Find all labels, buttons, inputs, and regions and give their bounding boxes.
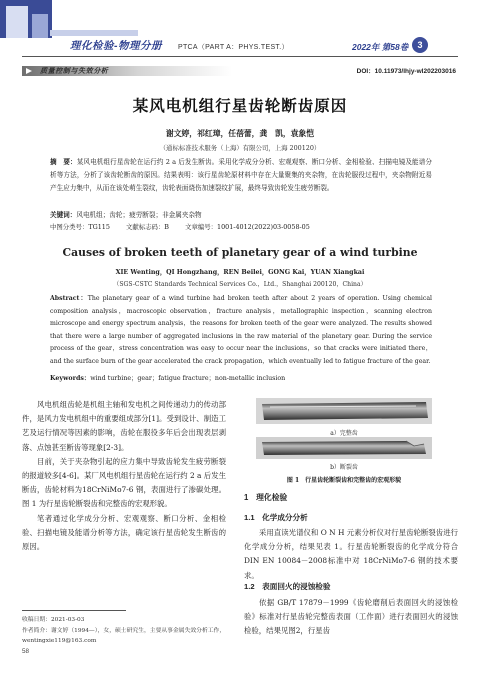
classification-row	[50, 222, 432, 231]
received-date: 收稿日期：2021-03-03	[22, 617, 85, 623]
issue-badge: 3	[412, 37, 428, 53]
abstract-cn	[50, 156, 432, 195]
figure-broken-tooth-image	[256, 437, 432, 459]
title-en: Causes of broken teeth of planetary gear of a wind turbine	[62, 246, 418, 259]
tempering-etch-text: 依据 GB/T 17879－1999《齿轮磨削后表面回火的浸蚀检验》标准对行星齿轮完整齿表面（工作面）进行表面回火的浸蚀检验，结果见图2，行星齿	[244, 598, 458, 636]
page-number: 58	[22, 648, 30, 655]
journal-running-head: PTCA（PART A：PHYS.TEST.）	[178, 44, 289, 51]
clc-number: 中图分类号：TG115	[50, 223, 110, 231]
affiliation-cn: （通标标准技术服务（上海）有限公司，上海 200120）	[159, 144, 321, 152]
header-divider	[22, 56, 458, 57]
figure-caption-b: b）断裂齿	[330, 464, 358, 471]
authors-en: XIE Wenting，QI Hongzhang，REN Beilei，GONG Kai，YUAN Xiangkai	[115, 269, 365, 276]
figure-1-caption: 图 1 行星齿轮断裂齿和完整齿的宏观形貌	[286, 477, 402, 484]
doi: DOI：10.11973/lhjy-wl202203016	[356, 68, 456, 75]
section-label: 质量控制与失效分析	[40, 68, 109, 75]
keywords-cn-text: 风电机组；齿轮；疲劳断裂；非金属夹杂物	[76, 211, 202, 219]
keywords-en-label: Keywords：	[50, 375, 91, 382]
figure-intact-tooth-image	[256, 398, 432, 424]
body-left-column	[22, 398, 226, 554]
chem-analysis-paragraph	[244, 526, 458, 583]
tempering-etch-paragraph	[244, 596, 458, 639]
keywords-en-text: wind turbine；gear；fatigue fracture；non-metallic inclusion	[90, 375, 286, 382]
keywords-en	[50, 373, 432, 382]
title-cn: 某风电机组行星齿轮断齿原因	[132, 98, 348, 115]
section-heading-1-2: 1.2 表面回火的浸蚀检验	[244, 582, 331, 591]
document-code: 文献标志码：B	[125, 223, 170, 231]
intro-paragraph-1: 风电机组齿轮是机组主轴和发电机之间传递动力的传动部件，是风力发电机组中的重要组成部分[1]。受到设计、制造工艺及运行情况等因素的影响，齿轮在服役多年后会出现表层剥落、点蚀甚至断齿等现象[2-3]。	[22, 400, 226, 452]
intro-paragraph-2: 目前，关于夹杂物引起的应力集中导致齿轮发生疲劳断裂的报道较多[4-6]。某厂风电机组行星齿轮在运行约 2 a 后发生断齿，齿轮材料为18CrNiMo7-6 钢，表面进行了渗碳处理。图 1 为行星齿轮断裂齿和完整齿的宏观形貌。	[22, 456, 226, 509]
keywords-cn	[50, 209, 432, 219]
journal-name: 理化检验-物理分册	[70, 40, 162, 52]
figure-caption-a: a）完整齿	[330, 430, 358, 437]
abstract-cn-label: 摘 要：	[50, 158, 77, 166]
keywords-cn-label: 关键词：	[50, 211, 77, 219]
section-heading-1: 1 理化检验	[244, 493, 288, 502]
abstract-en-label: Abstract：	[50, 295, 88, 302]
article-number: 文章编号：1001-4012(2022)03-0058-05	[185, 223, 310, 231]
year-volume: 2022年 第58卷	[352, 42, 409, 52]
section-heading-1-1: 1.1 化学成分分析	[244, 513, 308, 522]
affiliation-en: （SGS-CSTC Standards Technical Services Co.，Ltd.，Shanghai 200120，China）	[113, 281, 367, 288]
footnote-divider	[22, 610, 126, 611]
abstract-en-text: The planetary gear of a wind turbine had broken teeth after about 2 years of operation. Using chemical composition analysis，macroscopic observation，fracture analysis，metallographic inspection，scanning electron microscope and energy spectrum analysis，the reasons for broken teeth of the gear were analyzed. The results showed that there were a large number of aggregated inclusions in the raw material of the planetary gear. During the service process of the gear，stress concentration was easy to occur near the inclusions，so that cracks were initiated there，and the surface burn of the gear accelerated the crack propagation，which eventually led to fatigue fracture of the gear.	[50, 295, 433, 365]
authors-cn: 谢文婷，祁红璋，任蓓蕾，龚 凯，袁象恺	[165, 129, 315, 138]
abstract-cn-text: 某风电机组行星齿轮在运行约 2 a 后发生断齿。采用化学成分分析、宏观观察、断口分析、金相检验、扫描电镜及能谱分析等方法，分析了该齿轮断齿的原因。结果表明：该行星齿轮原材料中存在大量聚集的夹杂物，在齿轮服役过程中，夹杂物附近易产生应力集中，从而在该处萌生裂纹，齿轮表面烧伤加速裂纹扩展，最终导致齿轮发生疲劳断裂。	[50, 158, 433, 192]
intro-paragraph-3: 笔者通过化学成分分析、宏观观察、断口分析、金相检验、扫描电镜及能谱分析等方法，确定该行星齿轮发生断齿的原因。	[22, 513, 226, 552]
author-bio: 作者简介：谢文婷（1994—），女，硕士研究生，主要从事金属失效分析工作，wentingxie119@163.com	[22, 628, 226, 644]
chem-analysis-text: 采用直读光谱仪和 O N H 元素分析仪对行星齿轮断裂齿进行化学成分分析，结果见表 1。行星齿轮断裂齿的化学成分符合 DIN EN 10084－2008标准中对 18CrNiMo7-6 钢的技术要求。	[244, 528, 458, 580]
abstract-en	[50, 293, 432, 369]
